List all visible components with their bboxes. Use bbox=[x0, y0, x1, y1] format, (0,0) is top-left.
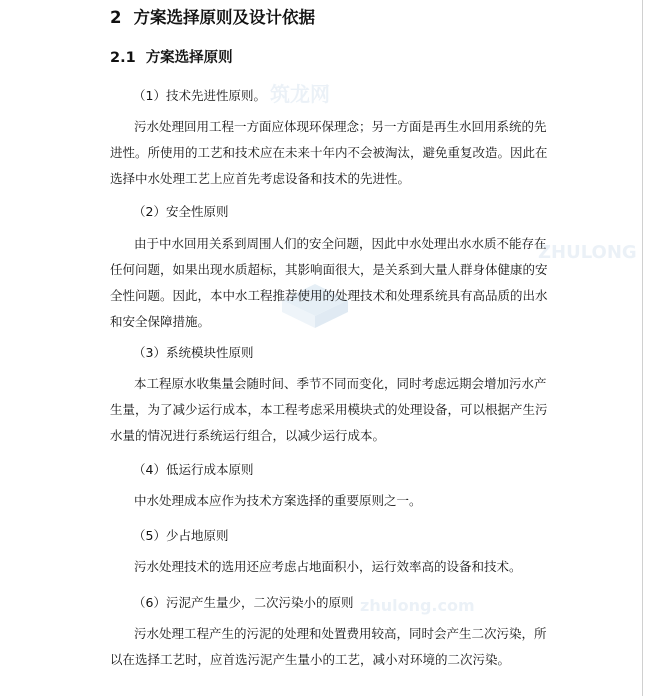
chapter-title: 方案选择原则及设计依据 bbox=[133, 8, 315, 27]
body-line: 生量，为了减少运行成本，本工程考虑采用模块式的处理设备，可以根据产生污 bbox=[110, 402, 548, 417]
principle-body-2 bbox=[110, 231, 548, 335]
body-line: 污水处理技术的选用还应考虑占地面积小，运行效率高的设备和技术。 bbox=[134, 559, 522, 574]
body-line: 本工程原水收集量会随时间、季节不同而变化，同时考虑远期会增加污水产 bbox=[134, 376, 547, 391]
watermark-top: 筑龙网 bbox=[270, 82, 330, 106]
body-line: 全性问题。因此，本中水工程推荐使用的处理技术和处理系统具有高品质的出水 bbox=[110, 288, 548, 303]
section-heading bbox=[110, 46, 233, 67]
principle-body-1 bbox=[110, 114, 548, 192]
principle-body-4 bbox=[110, 488, 422, 514]
principle-body-6 bbox=[110, 621, 547, 673]
body-line: 污水处理工程产生的污泥的处理和处置费用较高，同时会产生二次污染，所 bbox=[134, 626, 547, 641]
body-line: 污水处理回用工程一方面应体现环保理念；另一方面是再生水回用系统的先 bbox=[134, 119, 547, 134]
body-line: 和安全保障措施。 bbox=[110, 314, 211, 329]
principle-body-5 bbox=[110, 554, 522, 580]
principle-title-6: （6）污泥产生量少，二次污染小的原则 bbox=[133, 595, 354, 610]
watermark-right: ZHULONG bbox=[538, 242, 637, 263]
principle-title-4: （4）低运行成本原则 bbox=[133, 462, 254, 477]
principle-title-1: （1）技术先进性原则。 bbox=[133, 88, 266, 103]
body-line: 任何问题，如果出现水质超标，其影响面很大，是关系到大量人群身体健康的安 bbox=[110, 262, 548, 277]
chapter-number: 2 bbox=[110, 8, 122, 27]
body-line: 中水处理成本应作为技术方案选择的重要原则之一。 bbox=[134, 493, 422, 508]
principle-title-2: （2）安全性原则 bbox=[133, 204, 229, 219]
body-line: 以在选择工艺时，应首选污泥产生量小的工艺，减小对环境的二次污染。 bbox=[110, 652, 511, 667]
section-number: 2.1 bbox=[110, 50, 136, 66]
chapter-heading bbox=[110, 4, 315, 28]
principle-title-3: （3）系统模块性原则 bbox=[133, 345, 254, 360]
principle-body-3 bbox=[110, 371, 548, 449]
section-title: 方案选择原则 bbox=[145, 50, 233, 66]
watermark-bottom: zhulong.com bbox=[360, 596, 475, 615]
body-line: 由于中水回用关系到周围人们的安全问题，因此中水处理出水水质不能存在 bbox=[134, 236, 547, 251]
body-line: 进性。所使用的工艺和技术应在未来十年内不会被淘汰，避免重复改造。因此在 bbox=[110, 145, 548, 160]
principle-title-5: （5）少占地原则 bbox=[133, 528, 229, 543]
page-edge bbox=[642, 0, 643, 696]
body-line: 水量的情况进行系统运行组合，以减少运行成本。 bbox=[110, 428, 386, 443]
body-line: 选择中水处理工艺上应首先考虑设备和技术的先进性。 bbox=[110, 171, 411, 186]
